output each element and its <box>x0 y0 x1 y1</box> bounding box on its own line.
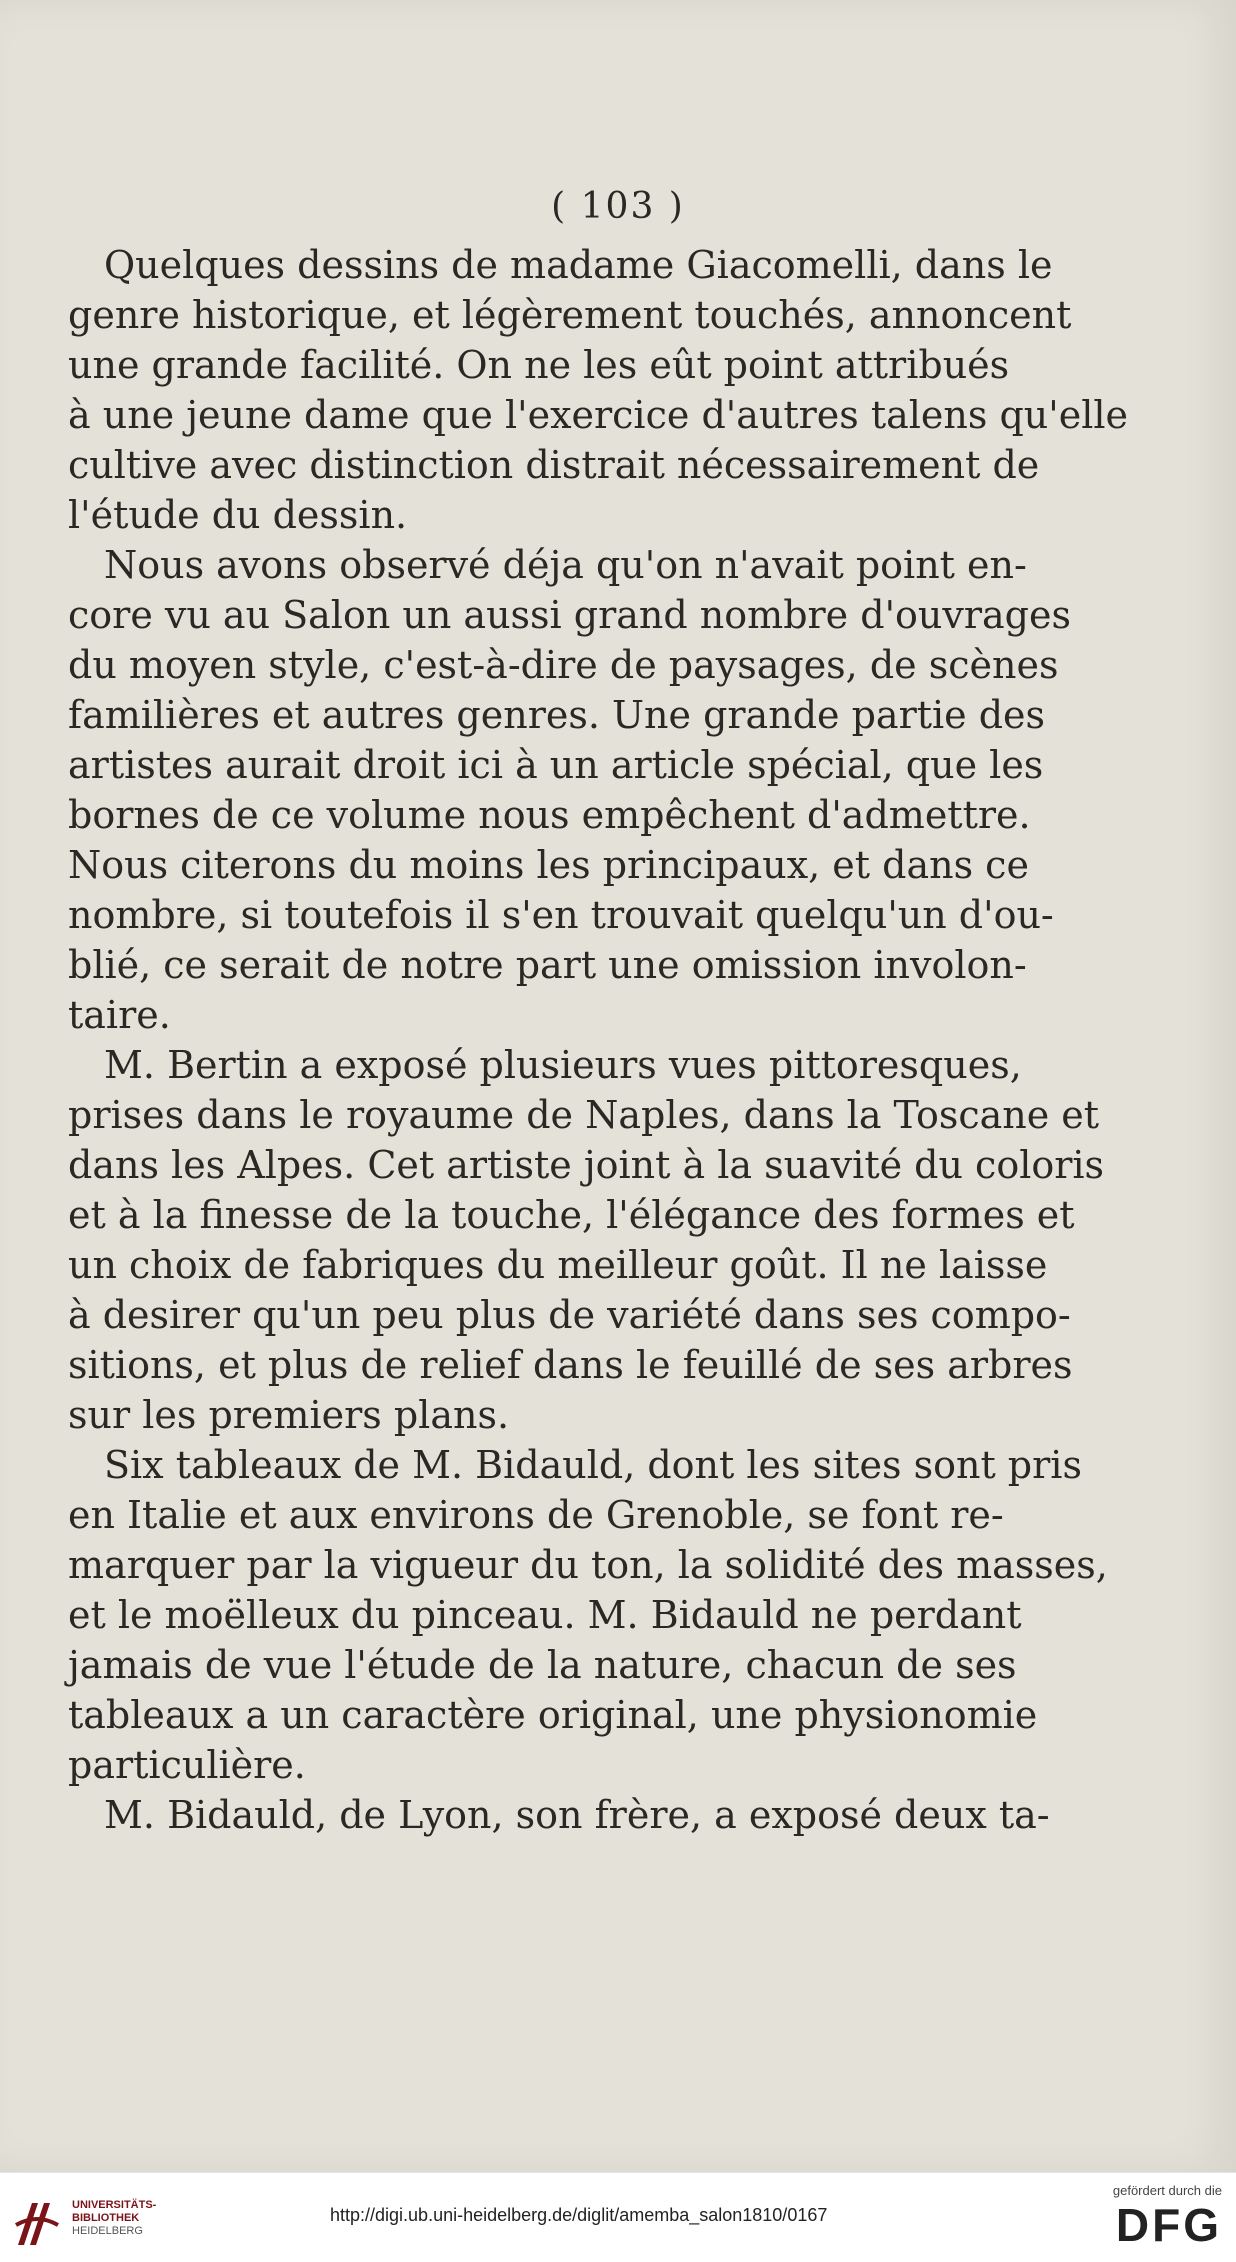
body-text <box>68 240 1128 1840</box>
text-line: genre historique, et légèrement touchés, annoncent <box>68 293 1072 337</box>
text-line: Nous citerons du moins les principaux, et dans ce <box>68 843 1029 887</box>
text-line: sitions, et plus de relief dans le feuillé de ses arbres <box>68 1343 1073 1387</box>
dfg-logo-icon: DFG <box>1115 2199 1222 2251</box>
text-line: marquer par la vigueur du ton, la solidité des masses, <box>68 1543 1108 1587</box>
university-logo-icon <box>12 2195 62 2249</box>
institution-line: UNIVERSITÄTS- <box>72 2199 157 2211</box>
text-line: artistes aurait droit ici à un article spécial, que les <box>68 743 1044 787</box>
text-line: familières et autres genres. Une grande partie des <box>68 693 1046 737</box>
text-line: tableaux a un caractère original, une physionomie <box>68 1693 1038 1737</box>
sponsor-caption: gefördert durch die <box>1112 2183 1222 2198</box>
text-line: bornes de ce volume nous empêchent d'admettre. <box>68 793 1031 837</box>
page-number: ( 103 ) <box>551 186 685 227</box>
text-line: en Italie et aux environs de Grenoble, se font re- <box>68 1493 1004 1537</box>
institution-line: HEIDELBERG <box>72 2225 143 2237</box>
text-line: et à la finesse de la touche, l'élégance des formes et <box>68 1193 1075 1237</box>
viewer-footer <box>0 2172 1236 2262</box>
text-line: Quelques dessins de madame Giacomelli, dans le <box>104 243 1053 287</box>
institution-name <box>72 2199 156 2238</box>
text-line: cultive avec distinction distrait nécessairement de <box>68 443 1040 487</box>
text-line: Nous avons observé déja qu'on n'avait point en- <box>104 543 1027 587</box>
text-line: blié, ce serait de notre part une omission involon- <box>68 943 1027 987</box>
text-line: et le moëlleux du pinceau. M. Bidauld ne perdant <box>68 1593 1022 1637</box>
text-line: du moyen style, c'est-à-dire de paysages, de scènes <box>68 643 1059 687</box>
text-line: taire. <box>68 993 171 1037</box>
institution-line: BIBLIOTHEK <box>72 2212 140 2224</box>
text-line: dans les Alpes. Cet artiste joint à la suavité du coloris <box>68 1143 1105 1187</box>
sponsor <box>1113 2183 1222 2250</box>
text-line: Six tableaux de M. Bidauld, dont les sites sont pris <box>104 1443 1082 1487</box>
text-line: sur les premiers plans. <box>68 1393 510 1437</box>
text-line: à une jeune dame que l'exercice d'autres talens qu'elle <box>68 393 1128 437</box>
text-line: une grande facilité. On ne les eût point attribués <box>68 343 1010 387</box>
text-line: un choix de fabriques du meilleur goût. Il ne laisse <box>68 1243 1048 1287</box>
text-line: l'étude du dessin. <box>68 493 408 537</box>
text-line: particulière. <box>68 1743 306 1787</box>
text-line: M. Bertin a exposé plusieurs vues pittoresques, <box>104 1043 1022 1087</box>
text-line: prises dans le royaume de Naples, dans la Toscane et <box>68 1093 1100 1137</box>
text-line: jamais de vue l'étude de la nature, chacun de ses <box>68 1643 1017 1687</box>
permalink[interactable]: http://digi.ub.uni-heidelberg.de/diglit/amemba_salon1810/0167 <box>330 2205 828 2225</box>
text-line: à desirer qu'un peu plus de variété dans ses compo- <box>68 1293 1071 1337</box>
text-line: M. Bidauld, de Lyon, son frère, a exposé deux ta- <box>104 1793 1050 1837</box>
text-line: core vu au Salon un aussi grand nombre d'ouvrages <box>68 593 1071 637</box>
text-line: nombre, si toutefois il s'en trouvait quelqu'un d'ou- <box>68 893 1054 937</box>
